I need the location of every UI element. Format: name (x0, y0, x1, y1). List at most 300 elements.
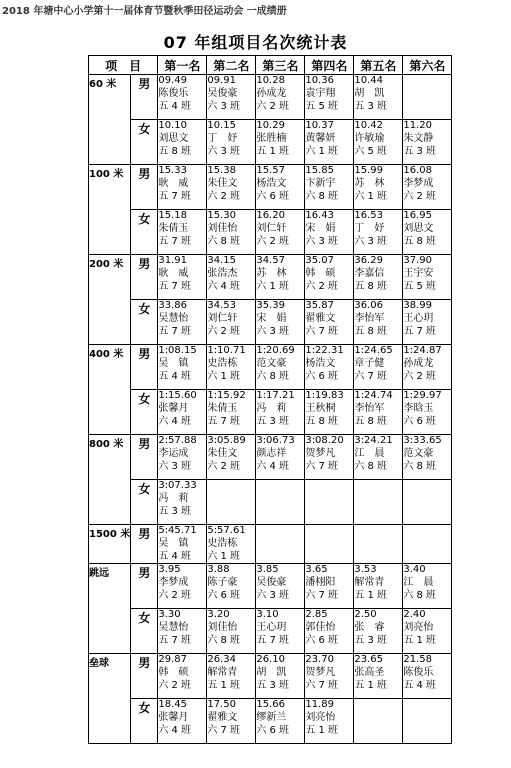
result-value: 1:15.92 (207, 390, 246, 401)
table-row (89, 165, 452, 210)
result-cell (354, 210, 403, 255)
athlete-name: 解常青 (207, 667, 238, 679)
result-value: 16.43 (305, 210, 334, 221)
class-label: 五 7 班 (158, 634, 192, 646)
athlete-name: 贺梦凡 (305, 447, 336, 459)
athlete-name: 刘思文 (158, 132, 189, 144)
athlete-name: 翟雅文 (207, 712, 238, 724)
column-header-place-5: 第五名 (354, 56, 403, 75)
class-label: 六 8 班 (403, 589, 437, 601)
result-cell (305, 255, 354, 300)
result-value: 29.87 (158, 654, 187, 666)
result-value: 3.88 (207, 564, 230, 576)
result-cell (158, 300, 207, 345)
result-cell (403, 300, 452, 345)
class-label: 六 6 班 (305, 370, 339, 382)
class-label: 六 3 班 (158, 460, 192, 472)
result-value: 38.99 (403, 300, 432, 311)
result-value: 3.10 (256, 609, 279, 621)
class-label: 五 7 班 (158, 235, 192, 247)
result-cell (158, 525, 207, 564)
result-value: 1:24.74 (354, 390, 393, 401)
result-value: 10.44 (354, 75, 383, 86)
athlete-name: 王心玥 (256, 622, 287, 634)
gender-label: 女 (131, 210, 158, 255)
class-label: 五 3 班 (256, 679, 290, 691)
class-label: 六 1 班 (305, 145, 339, 157)
athlete-name: 韩 硕 (158, 667, 189, 679)
result-cell (354, 345, 403, 390)
class-label: 六 3 班 (256, 589, 290, 601)
class-label: 五 8 班 (158, 145, 192, 157)
result-cell (354, 654, 403, 699)
class-label: 六 8 班 (207, 634, 241, 646)
header-row (89, 56, 452, 75)
class-label: 五 8 班 (354, 280, 388, 292)
result-value: 2.85 (305, 609, 328, 621)
gender-label: 男 (131, 654, 158, 699)
column-header-place-6: 第六名 (403, 56, 452, 75)
athlete-name: 张胜楠 (256, 132, 287, 144)
result-cell (305, 120, 354, 165)
table-row (89, 609, 452, 654)
class-label: 五 1 班 (354, 589, 388, 601)
result-value: 16.95 (403, 210, 432, 221)
result-value: 31.91 (158, 255, 187, 266)
result-value: 3:07.33 (158, 480, 197, 491)
table-row (89, 435, 452, 480)
result-value: 09.49 (158, 75, 187, 86)
result-cell (158, 390, 207, 435)
result-cell (207, 480, 256, 525)
athlete-name: 刘亮怡 (403, 622, 434, 634)
class-label: 六 2 班 (207, 325, 241, 337)
result-value: 3:06.73 (256, 435, 295, 446)
gender-label: 男 (131, 75, 158, 120)
class-label: 六 2 班 (305, 280, 339, 292)
athlete-name: 陈俊乐 (403, 667, 434, 679)
result-cell (354, 699, 403, 744)
class-label: 五 4 班 (158, 370, 192, 382)
athlete-name: 江 晨 (403, 577, 434, 589)
class-label: 六 1 班 (354, 190, 388, 202)
class-label: 五 8 班 (403, 235, 437, 247)
class-label: 六 2 班 (256, 235, 290, 247)
result-cell (207, 525, 256, 564)
result-value: 1:08.15 (158, 345, 197, 356)
result-cell (207, 120, 256, 165)
result-value: 37.90 (403, 255, 432, 266)
result-value: 3:08.20 (305, 435, 344, 446)
result-cell (354, 120, 403, 165)
result-value: 1:17.21 (256, 390, 295, 401)
result-value: 15.33 (158, 165, 187, 176)
athlete-name: 吴俊豪 (256, 577, 287, 589)
result-value: 09.91 (207, 75, 236, 86)
result-value: 11.20 (403, 120, 432, 131)
result-cell (354, 609, 403, 654)
athlete-name: 丁 妤 (354, 222, 385, 234)
result-cell (256, 210, 305, 255)
table-title: 07 年组项目名次统计表 (163, 33, 348, 52)
athlete-name: 郭佳怡 (305, 622, 336, 634)
class-label: 五 3 班 (256, 415, 290, 427)
athlete-name: 朱佳文 (207, 177, 238, 189)
result-cell (403, 255, 452, 300)
table-row (89, 525, 452, 564)
class-label: 六 6 班 (207, 589, 241, 601)
result-cell (305, 480, 354, 525)
athlete-name: 李晗玉 (403, 402, 434, 414)
class-label: 五 1 班 (256, 145, 290, 157)
result-cell (158, 564, 207, 609)
result-value: 2:57.88 (158, 435, 197, 446)
athlete-name: 胡 凯 (354, 87, 385, 99)
result-cell (305, 345, 354, 390)
athlete-name: 章子健 (354, 357, 385, 369)
athlete-name: 刘佳怡 (207, 222, 238, 234)
result-cell (403, 699, 452, 744)
result-cell (403, 480, 452, 525)
result-value: 15.57 (256, 165, 285, 176)
athlete-name: 吴俊豪 (207, 87, 238, 99)
athlete-name: 陈俊乐 (158, 87, 189, 99)
result-value: 15.38 (207, 165, 236, 176)
result-value: 1:29.97 (403, 390, 442, 401)
athlete-name: 王宇安 (403, 267, 434, 279)
result-cell (403, 75, 452, 120)
class-label: 五 7 班 (158, 280, 192, 292)
athlete-name: 杨浩文 (256, 177, 287, 189)
result-cell (158, 654, 207, 699)
result-value: 3.95 (158, 564, 181, 576)
result-value: 3.40 (403, 564, 426, 576)
result-value: 1:20.69 (256, 345, 295, 356)
athlete-name: 陈子豪 (207, 577, 238, 589)
athlete-name: 张馨月 (158, 712, 189, 724)
result-value: 1:24.65 (354, 345, 393, 356)
athlete-name: 吴慧怡 (158, 312, 189, 324)
class-label: 六 6 班 (256, 190, 290, 202)
result-cell (256, 699, 305, 744)
class-label: 六 7 班 (305, 460, 339, 472)
athlete-name: 黄馨妍 (305, 132, 336, 144)
class-label: 六 3 班 (256, 325, 290, 337)
result-value: 3:05.89 (207, 435, 246, 446)
result-value: 3.30 (158, 609, 181, 621)
result-cell (403, 120, 452, 165)
class-label: 五 3 班 (403, 145, 437, 157)
class-label: 六 3 班 (354, 235, 388, 247)
result-cell (305, 165, 354, 210)
result-cell (207, 255, 256, 300)
result-cell (207, 654, 256, 699)
class-label: 六 4 班 (207, 280, 241, 292)
class-label: 六 4 班 (256, 460, 290, 472)
class-label: 五 5 班 (403, 280, 437, 292)
athlete-name: 范文豪 (403, 447, 434, 459)
result-cell (305, 390, 354, 435)
result-value: 15.66 (256, 699, 285, 711)
result-value: 11.89 (305, 699, 334, 711)
event-name: 400 米 (89, 345, 131, 435)
gender-label: 男 (131, 525, 158, 564)
class-label: 六 1 班 (207, 550, 241, 562)
table-row (89, 564, 452, 609)
class-label: 六 8 班 (305, 190, 339, 202)
athlete-name: 李梦成 (403, 177, 434, 189)
result-cell (256, 390, 305, 435)
athlete-name: 耿 威 (158, 267, 189, 279)
athlete-name: 杨浩文 (305, 357, 336, 369)
result-cell (305, 609, 354, 654)
event-name: 垒球 (89, 654, 131, 744)
class-label: 六 7 班 (305, 325, 339, 337)
athlete-name: 解常青 (354, 577, 385, 589)
athlete-name: 翟雅文 (305, 312, 336, 324)
table-row (89, 210, 452, 255)
class-label: 六 2 班 (403, 190, 437, 202)
result-value: 3:24.21 (354, 435, 393, 446)
result-cell (158, 480, 207, 525)
result-value: 10.29 (256, 120, 285, 131)
class-label: 六 1 班 (207, 370, 241, 382)
gender-label: 男 (131, 255, 158, 300)
athlete-name: 刘思文 (403, 222, 434, 234)
result-value: 16.20 (256, 210, 285, 221)
class-label: 六 7 班 (207, 724, 241, 736)
result-cell (207, 435, 256, 480)
result-cell (305, 75, 354, 120)
class-label: 六 7 班 (305, 589, 339, 601)
gender-label: 男 (131, 165, 158, 210)
result-value: 35.07 (305, 255, 334, 266)
result-value: 15.85 (305, 165, 334, 176)
result-cell (158, 75, 207, 120)
result-cell (354, 480, 403, 525)
athlete-name: 吴 镇 (158, 357, 189, 369)
result-cell (256, 75, 305, 120)
class-label: 五 7 班 (207, 415, 241, 427)
result-value: 5:45.71 (158, 525, 197, 536)
class-label: 六 2 班 (207, 190, 241, 202)
gender-label: 男 (131, 435, 158, 480)
result-value: 36.06 (354, 300, 383, 311)
event-name: 跳远 (89, 564, 131, 654)
class-label: 六 8 班 (403, 460, 437, 472)
class-label: 六 2 班 (207, 460, 241, 472)
class-label: 五 1 班 (354, 679, 388, 691)
result-cell (403, 525, 452, 564)
result-cell (403, 390, 452, 435)
ranking-table (88, 55, 452, 744)
result-cell (354, 255, 403, 300)
class-label: 五 8 班 (305, 415, 339, 427)
class-label: 五 8 班 (354, 415, 388, 427)
athlete-name: 苏 林 (256, 267, 287, 279)
class-label: 六 2 班 (158, 589, 192, 601)
gender-label: 女 (131, 480, 158, 525)
result-cell (158, 699, 207, 744)
class-label: 五 3 班 (158, 505, 192, 517)
result-cell (158, 255, 207, 300)
column-header-place-4: 第四名 (305, 56, 354, 75)
result-value: 35.87 (305, 300, 334, 311)
result-cell (403, 564, 452, 609)
result-value: 35.39 (256, 300, 285, 311)
result-value: 18.45 (158, 699, 187, 711)
result-value: 23.70 (305, 654, 334, 666)
result-cell (403, 210, 452, 255)
class-label: 六 6 班 (305, 634, 339, 646)
class-label: 五 5 班 (305, 100, 339, 112)
gender-label: 女 (131, 300, 158, 345)
athlete-name: 冯 莉 (256, 402, 287, 414)
result-value: 15.18 (158, 210, 187, 221)
result-cell (256, 480, 305, 525)
athlete-name: 孙成龙 (256, 87, 287, 99)
result-cell (256, 300, 305, 345)
result-value: 15.99 (354, 165, 383, 176)
result-value: 3.20 (207, 609, 230, 621)
class-label: 五 8 班 (354, 325, 388, 337)
result-value: 21.58 (403, 654, 432, 666)
class-label: 五 1 班 (207, 679, 241, 691)
result-cell (207, 210, 256, 255)
result-cell (305, 654, 354, 699)
class-label: 五 1 班 (403, 634, 437, 646)
result-cell (158, 435, 207, 480)
result-cell (256, 120, 305, 165)
column-header-place-1: 第一名 (158, 56, 207, 75)
result-cell (256, 165, 305, 210)
result-value: 10.10 (158, 120, 187, 131)
result-value: 10.36 (305, 75, 334, 86)
result-cell (207, 564, 256, 609)
result-cell (158, 210, 207, 255)
result-cell (354, 525, 403, 564)
result-cell (256, 564, 305, 609)
class-label: 六 7 班 (354, 370, 388, 382)
class-label: 六 8 班 (256, 370, 290, 382)
result-cell (207, 345, 256, 390)
gender-label: 女 (131, 609, 158, 654)
athlete-name: 朱倩玉 (207, 402, 238, 414)
athlete-name: 冯 莉 (158, 492, 189, 504)
athlete-name: 史浩栋 (207, 357, 238, 369)
athlete-name: 胡 凯 (256, 667, 287, 679)
athlete-name: 许敏瑜 (354, 132, 385, 144)
result-cell (403, 609, 452, 654)
document-header: 2018 年塘中心小学第十一届体育节暨秋季田径运动会 一成绩册 (2, 6, 287, 17)
athlete-name: 张浩杰 (207, 267, 238, 279)
result-cell (354, 435, 403, 480)
athlete-name: 张馨月 (158, 402, 189, 414)
athlete-name: 张 睿 (354, 622, 385, 634)
column-header-place-3: 第三名 (256, 56, 305, 75)
result-cell (207, 699, 256, 744)
result-value: 2.50 (354, 609, 377, 621)
result-value: 3.85 (256, 564, 279, 576)
table-row (89, 654, 452, 699)
athlete-name: 贺梦凡 (305, 667, 336, 679)
result-cell (305, 699, 354, 744)
athlete-name: 李嘉信 (354, 267, 385, 279)
result-cell (256, 435, 305, 480)
class-label: 五 7 班 (403, 325, 437, 337)
result-value: 15.30 (207, 210, 236, 221)
result-value: 1:10.71 (207, 345, 246, 356)
result-value: 23.65 (354, 654, 383, 666)
class-label: 五 7 班 (256, 634, 290, 646)
result-value: 33.86 (158, 300, 187, 311)
athlete-name: 刘仁轩 (256, 222, 287, 234)
result-value: 1:24.87 (403, 345, 442, 356)
class-label: 六 2 班 (256, 100, 290, 112)
event-name: 200 米 (89, 255, 131, 345)
athlete-name: 王心玥 (403, 312, 434, 324)
class-label: 六 6 班 (256, 724, 290, 736)
gender-label: 男 (131, 564, 158, 609)
athlete-name: 刘佳怡 (207, 622, 238, 634)
class-label: 六 4 班 (158, 415, 192, 427)
athlete-name: 缪新兰 (256, 712, 287, 724)
result-cell (354, 390, 403, 435)
class-label: 六 3 班 (207, 145, 241, 157)
athlete-name: 丁 妤 (207, 132, 238, 144)
athlete-name: 刘亮怡 (305, 712, 336, 724)
athlete-name: 潘栩阳 (305, 577, 336, 589)
result-cell (158, 345, 207, 390)
result-cell (207, 609, 256, 654)
result-cell (305, 525, 354, 564)
athlete-name: 朱文静 (403, 132, 434, 144)
result-cell (354, 300, 403, 345)
class-label: 五 3 班 (354, 100, 388, 112)
athlete-name: 王秋桐 (305, 402, 336, 414)
column-header-place-2: 第二名 (207, 56, 256, 75)
athlete-name: 吴 镇 (158, 537, 189, 549)
event-name: 100 米 (89, 165, 131, 255)
athlete-name: 史浩栋 (207, 537, 238, 549)
athlete-name: 李运成 (158, 447, 189, 459)
result-value: 10.28 (256, 75, 285, 86)
result-value: 34.57 (256, 255, 285, 266)
athlete-name: 江 晨 (354, 447, 385, 459)
event-name: 1500 米 (89, 525, 131, 564)
result-value: 2.40 (403, 609, 426, 621)
result-value: 10.37 (305, 120, 334, 131)
column-header-event: 项 目 (89, 56, 158, 75)
athlete-name: 李怡军 (354, 312, 385, 324)
result-cell (207, 390, 256, 435)
athlete-name: 宋 娟 (256, 312, 287, 324)
table-row (89, 120, 452, 165)
result-cell (256, 525, 305, 564)
class-label: 六 2 班 (158, 679, 192, 691)
class-label: 六 1 班 (256, 280, 290, 292)
table-row (89, 390, 452, 435)
result-value: 16.08 (403, 165, 432, 176)
result-value: 34.15 (207, 255, 236, 266)
athlete-name: 张高圣 (354, 667, 385, 679)
result-cell (305, 300, 354, 345)
athlete-name: 朱倩玉 (158, 222, 189, 234)
class-label: 六 7 班 (305, 679, 339, 691)
gender-label: 男 (131, 345, 158, 390)
athlete-name: 颜志祥 (256, 447, 287, 459)
result-value: 5:57.61 (207, 525, 246, 536)
